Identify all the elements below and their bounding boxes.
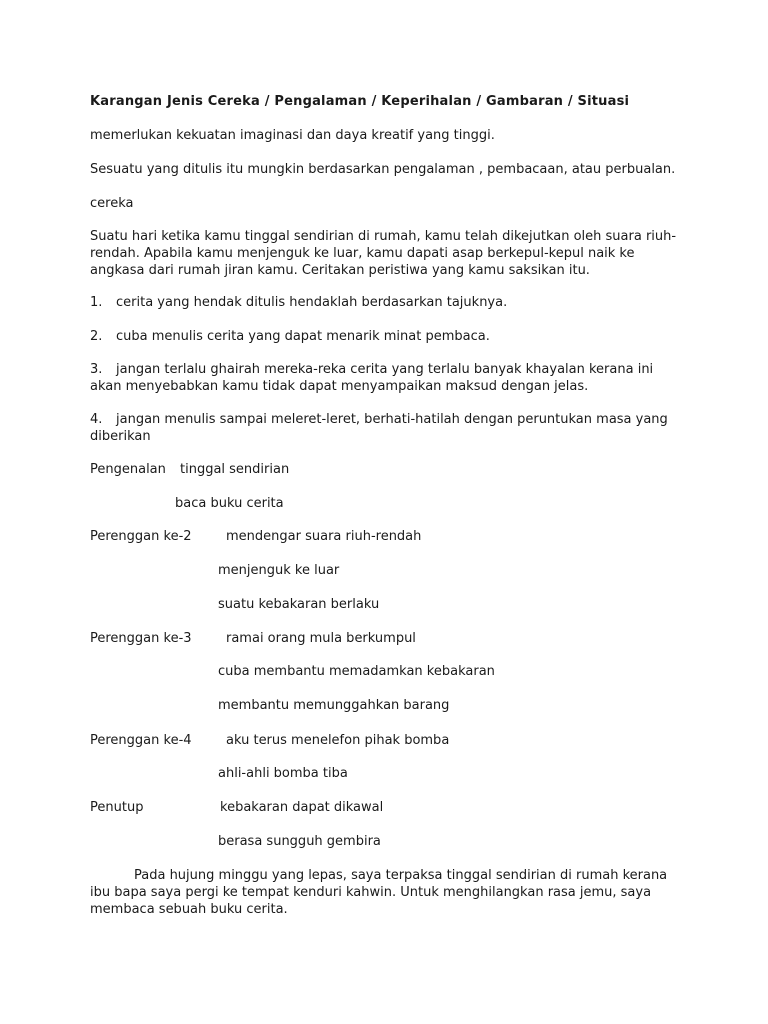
document-title: Karangan Jenis Cereka / Pengalaman / Keperihalan / Gambaran / Situasi [90,94,630,109]
outline-point: tinggal sendirian [180,462,290,477]
outline-point: berasa sungguh gembira [218,834,381,849]
tip-item-2 [90,328,680,345]
tip-item-4 [90,411,680,445]
tip-text: cuba menulis cerita yang dapat menarik minat pembaca. [116,329,490,344]
outline-label-pengenalan: Pengenalan [90,462,166,477]
outline-label-perenggan-3: Perenggan ke-3 [90,631,192,646]
outline-point: membantu memunggahkan barang [218,698,450,713]
outline-point: menjenguk ke luar [218,563,340,578]
tip-text: jangan menulis sampai meleret-leret, berhati-hatilah dengan peruntukan masa yang diberikan [90,412,668,444]
outline-point: ahli-ahli bomba tiba [218,766,348,781]
tip-text: jangan terlalu ghairah mereka-reka cerita yang terlalu banyak khayalan kerana ini akan menyebabkan kamu tidak dapat menyampaikan maksud dengan jelas. [90,362,654,394]
section-label: cereka [90,196,134,211]
tip-number: 3. [90,362,103,377]
outline-label-penutup: Penutup [90,800,144,815]
outline-label-perenggan-4: Perenggan ke-4 [90,733,192,748]
intro-line-1: memerlukan kekuatan imaginasi dan daya kreatif yang tinggi. [90,128,495,143]
outline-label-perenggan-2: Perenggan ke-2 [90,529,192,544]
outline-point: kebakaran dapat dikawal [220,800,384,815]
tip-number: 2. [90,329,103,344]
outline-point: ramai orang mula berkumpul [226,631,416,646]
outline-point: cuba membantu memadamkan kebakaran [218,664,495,679]
tip-item-3 [90,361,680,395]
tip-text: cerita yang hendak ditulis hendaklah berdasarkan tajuknya. [116,295,508,310]
outline-point: mendengar suara riuh-rendah [226,529,422,544]
intro-line-2: Sesuatu yang ditulis itu mungkin berdasarkan pengalaman , pembacaan, atau perbualan. [90,162,676,177]
outline-point: baca buku cerita [175,496,284,511]
closing-paragraph: Pada hujung minggu yang lepas, saya terpaksa tinggal sendirian di rumah kerana ibu bapa saya pergi ke tempat kenduri kahwin. Untuk menghilangkan rasa jemu, saya membaca sebuah buku cerita. [90,868,668,917]
outline-point: aku terus menelefon pihak bomba [226,733,450,748]
tip-number: 4. [90,412,103,427]
tip-number: 1. [90,295,103,310]
question-paragraph: Suatu hari ketika kamu tinggal sendirian di rumah, kamu telah dikejutkan oleh suara riuh-rendah. Apabila kamu menjenguk ke luar, kamu dapati asap berkepul-kepul naik ke angkasa dari rumah jiran kamu. Ceritakan peristiwa yang kamu saksikan itu. [90,229,677,278]
tip-item-1 [90,294,680,311]
outline-point: suatu kebakaran berlaku [218,597,380,612]
